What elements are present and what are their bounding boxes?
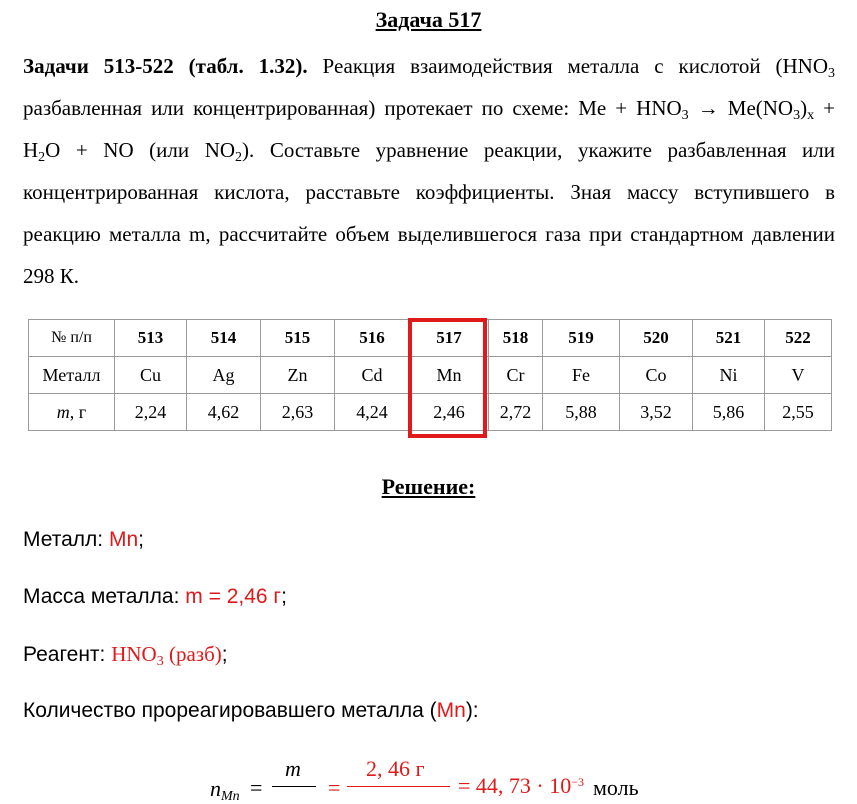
table-cell: 4,24 bbox=[335, 394, 410, 431]
table-row-numbers bbox=[29, 320, 832, 357]
table-cell: 519 bbox=[543, 320, 620, 357]
table-cell: Cr bbox=[489, 357, 543, 394]
table-cell: Zn bbox=[261, 357, 335, 394]
task-range-label: Задачи 513-522 (табл. 1.32). bbox=[23, 54, 308, 78]
table-cell: 4,62 bbox=[187, 394, 261, 431]
row-label-mass: m, г bbox=[29, 394, 115, 431]
variants-table bbox=[28, 319, 832, 431]
table-cell: 5,86 bbox=[693, 394, 765, 431]
table-cell: 522 bbox=[765, 320, 832, 357]
amount-formula bbox=[210, 756, 680, 804]
table-cell: 513 bbox=[115, 320, 187, 357]
formula-equals-red: = bbox=[328, 775, 341, 800]
formula-result: = 44, $73 \cdot 10^{-3}$ bbox=[458, 773, 585, 798]
table-cell: 518 bbox=[489, 320, 543, 357]
table-cell: 2,55 bbox=[765, 394, 832, 431]
metal-line: Металл: Mn; bbox=[23, 528, 144, 551]
task-statement: Задачи 513-522 (табл. 1.32). Реакция взаимодействия металла с кислотой ($HNO_3$ разбавленная или концентрированная) протекает по схеме: $Me + HNO_3 \to Me(NO_3)_x + H_2O$ + NO (или $NO_2$). Составьте уравнение реакции, укажите разбавленная или концентрированная кислота, расставьте коэффициенты. Зная массу вступившего в реакцию металла m, рассчитайте объем выделившегося газа при стандартном давлении 298 К. bbox=[23, 54, 836, 288]
formula-unit: моль bbox=[593, 775, 639, 800]
table-cell: V bbox=[765, 357, 832, 394]
mass-line: Масса металла: m = 2,46 г; bbox=[23, 585, 287, 608]
metal-value: Mn bbox=[108, 528, 139, 551]
table-cell: 2,63 bbox=[261, 394, 335, 431]
row-label-number: № п/п bbox=[29, 320, 115, 357]
mass-value: m = 2,46 г bbox=[185, 585, 282, 608]
solution-title: Решение: bbox=[381, 474, 476, 499]
table-cell: 517 bbox=[410, 320, 489, 357]
reagent-value: $HNO_3$ (разб) bbox=[111, 642, 222, 669]
table-cell: Ni bbox=[693, 357, 765, 394]
amount-line: Количество прореагировавшего металла (Mn): bbox=[23, 699, 479, 722]
amount-metal: Mn bbox=[436, 699, 466, 722]
formula-lhs: $n_{Mn}$ bbox=[210, 776, 240, 804]
table-cell: Cd bbox=[335, 357, 410, 394]
table-cell: 2,72 bbox=[489, 394, 543, 431]
table-cell: 2,24 bbox=[115, 394, 187, 431]
table-cell: 521 bbox=[693, 320, 765, 357]
formula-mass-value: 2, 46 г bbox=[366, 756, 425, 781]
fraction-bar bbox=[272, 786, 316, 787]
table-cell: 516 bbox=[335, 320, 410, 357]
formula-numerator: m bbox=[285, 756, 301, 781]
table-cell: 514 bbox=[187, 320, 261, 357]
table-cell: 2,46 bbox=[410, 394, 489, 431]
fraction-bar-red bbox=[347, 786, 450, 787]
table-cell: Cu bbox=[115, 357, 187, 394]
reagent-line: Реагент: $HNO_3$ (разб); bbox=[23, 642, 228, 669]
table-cell: 520 bbox=[620, 320, 693, 357]
table-cell: Fe bbox=[543, 357, 620, 394]
table-cell: Mn bbox=[410, 357, 489, 394]
table-row-metals bbox=[29, 357, 832, 394]
table-cell: Co bbox=[620, 357, 693, 394]
table-cell: Ag bbox=[187, 357, 261, 394]
table-cell: 515 bbox=[261, 320, 335, 357]
formula-equals: = bbox=[250, 775, 263, 800]
table-row-masses bbox=[29, 394, 832, 431]
table-cell: 3,52 bbox=[620, 394, 693, 431]
task-title: Задача 517 bbox=[375, 7, 482, 32]
row-label-metal: Металл bbox=[29, 357, 115, 394]
table-cell: 5,88 bbox=[543, 394, 620, 431]
